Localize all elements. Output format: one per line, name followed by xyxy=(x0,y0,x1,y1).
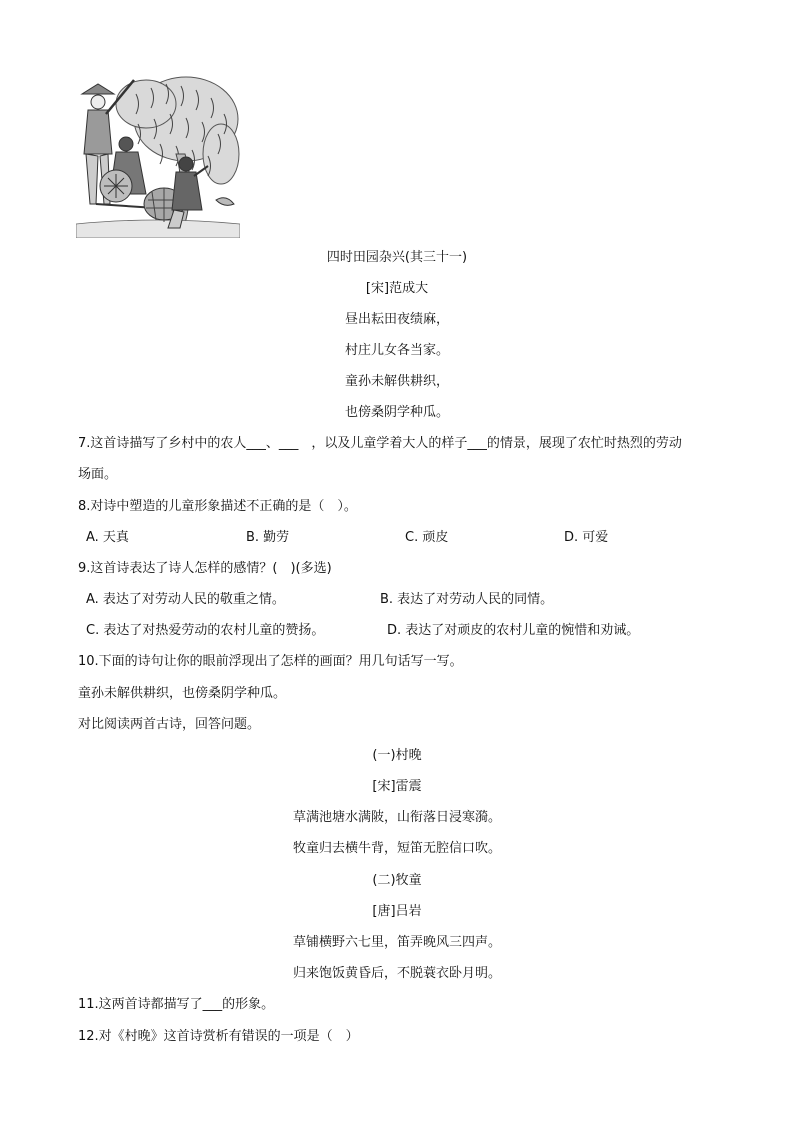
question-7-line1: 7.这首诗描写了乡村中的农人___、___ ，以及儿童学着大人的样子___的情景，展现了农忙时热烈的劳动 xyxy=(78,436,682,451)
poem1-author: [宋]范成大 xyxy=(365,281,429,296)
question-9-option-a[interactable]: A. 表达了对劳动人民的敬重之情。 xyxy=(86,592,285,607)
question-8-option-a[interactable]: A. 天真 xyxy=(86,530,129,545)
poem-illustration xyxy=(76,74,240,238)
poem2-title: (一)村晚 xyxy=(372,748,422,763)
question-8-option-b[interactable]: B. 勤劳 xyxy=(246,530,290,545)
poem3-author: [唐]吕岩 xyxy=(372,904,422,919)
question-8-stem: 8.对诗中塑造的儿童形象描述不正确的是（ ）。 xyxy=(78,499,357,514)
poem3-line: 归来饱饭黄昏后，不脱蓑衣卧月明。 xyxy=(292,966,501,981)
question-9-option-c[interactable]: C. 表达了对热爱劳动的农村儿童的赞扬。 xyxy=(86,623,325,638)
poem2-line: 草满池塘水满陂，山衔落日浸寒漪。 xyxy=(292,810,501,825)
poem1-title: 四时田园杂兴(其三十一) xyxy=(326,250,468,265)
question-9-option-b[interactable]: B. 表达了对劳动人民的同情。 xyxy=(380,592,554,607)
poem3-line: 草铺横野六七里，笛弄晚风三四声。 xyxy=(292,935,501,950)
question-10-quote: 童孙未解供耕织，也傍桑阴学种瓜。 xyxy=(78,686,287,701)
poem2-author: [宋]雷震 xyxy=(372,779,422,794)
question-11: 11.这两首诗都描写了___的形象。 xyxy=(78,997,275,1012)
poem3-title: (二)牧童 xyxy=(372,873,422,888)
poem2-line: 牧童归去横牛背，短笛无腔信口吹。 xyxy=(292,841,501,856)
comparison-intro: 对比阅读两首古诗，回答问题。 xyxy=(78,717,261,732)
question-12: 12.对《村晚》这首诗赏析有错误的一项是（ ） xyxy=(78,1029,359,1044)
question-8-option-c[interactable]: C. 顽皮 xyxy=(405,530,449,545)
question-7-line2: 场面。 xyxy=(78,467,118,482)
poem1-line: 也傍桑阴学种瓜。 xyxy=(344,405,449,420)
question-10-stem: 10.下面的诗句让你的眼前浮现出了怎样的画面？用几句话写一写。 xyxy=(78,654,463,669)
poem1-line: 童孙未解供耕织， xyxy=(344,374,449,389)
poem1-line: 村庄儿女各当家。 xyxy=(344,343,449,358)
question-8-option-d[interactable]: D. 可爱 xyxy=(564,530,609,545)
question-9-stem: 9.这首诗表达了诗人怎样的感情？( )(多选) xyxy=(78,561,332,576)
question-9-option-d[interactable]: D. 表达了对顽皮的农村儿童的惋惜和劝诫。 xyxy=(387,623,640,638)
poem1-line: 昼出耘田夜绩麻， xyxy=(344,312,449,327)
